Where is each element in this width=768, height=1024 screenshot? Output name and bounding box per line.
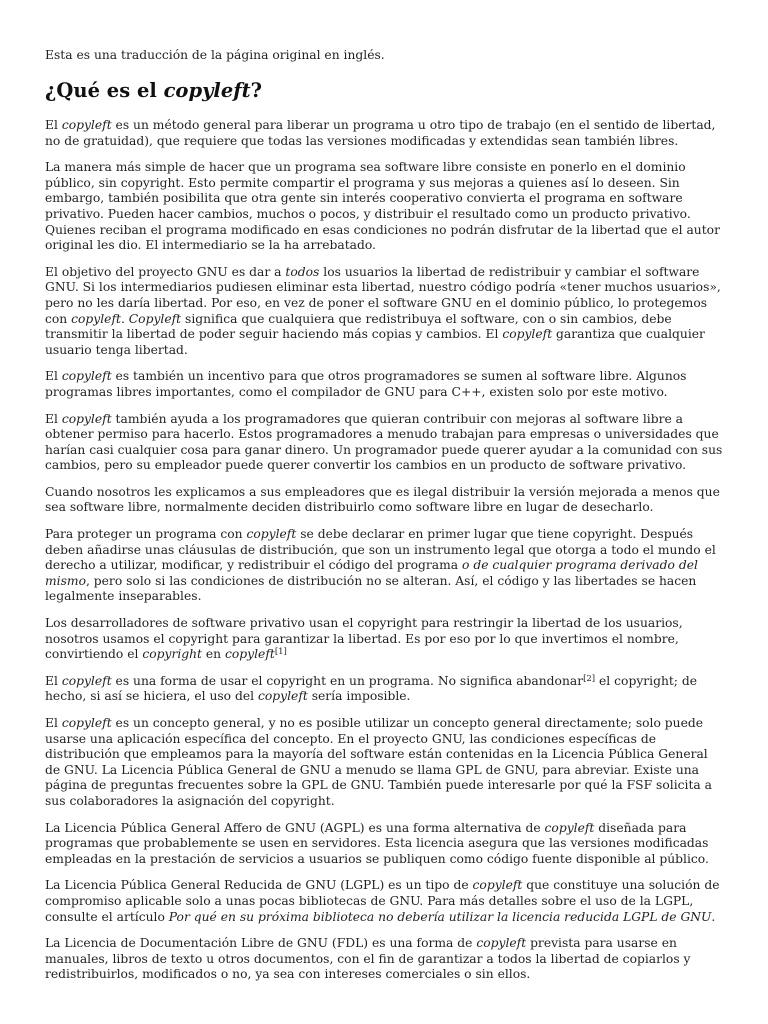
title-term: copyleft xyxy=(163,79,251,102)
paragraph xyxy=(45,674,725,705)
paragraph xyxy=(45,369,725,400)
text-run: prevista para usarse en manuales, libros de texto u otros documentos, con el fin de garantizar a todos la libertad de copiarlos y redistribuirlos, modificados o no, ya sea con intereses comerciales o sin ellos. xyxy=(45,936,691,982)
page-title xyxy=(45,78,262,104)
italic-term: copyleft xyxy=(502,327,553,342)
article-body xyxy=(45,118,725,994)
text-run: Los desarrolladores de software privativo usan el copyright para restringir la libertad de los usuarios, nosotros usamos el copyright para garantizar la libertad. Es por eso por lo que invertimos el nombre, convirtiendo el xyxy=(45,616,683,662)
italic-term: copyright xyxy=(142,647,202,662)
text-run: es una forma de usar el copyright en un programa. No significa abandonar xyxy=(111,673,584,688)
text-run: Para proteger un programa con xyxy=(45,527,247,542)
text-run: el copyright; de hecho, si así se hiciera, el uso del xyxy=(45,673,698,704)
italic-term: copyleft xyxy=(544,820,595,835)
text-run: El xyxy=(45,411,62,426)
title-suffix: ? xyxy=(250,79,263,102)
text-run: , pero solo si las condiciones de distribución no se alteran. Así, el código y las libertades se hacen legalmente inseparables. xyxy=(45,573,697,604)
text-run: La Licencia Pública General Reducida de GNU (LGPL) es un tipo de xyxy=(45,878,473,893)
text-run: La Licencia de Documentación Libre de GNU (FDL) es una forma de xyxy=(45,936,477,951)
italic-term: copyleft xyxy=(476,936,527,951)
text-run: es un método general para liberar un programa u otro tipo de trabajo (en el sentido de libertad, no de gratuidad), que requiere que todas las versiones modificadas y extendidas sean también libres. xyxy=(45,118,716,148)
italic-term: copyleft xyxy=(61,118,112,132)
text-run: . xyxy=(120,311,129,326)
text-run: El xyxy=(45,118,62,132)
paragraph xyxy=(45,527,725,605)
italic-term: copyleft xyxy=(225,647,275,662)
translation-note: Esta es una traducción de la página original en inglés. xyxy=(45,48,385,62)
text-run: diseñada para programas que probablemente se usen en servidores. Esta licencia asegura que las versiones modificadas empleadas en la prestación de servicios a usuarios se publiquen como código fuente disponible al público. xyxy=(45,820,709,866)
text-run: significa que cualquiera que redistribuya el software, con o sin cambios, debe transmitir la libertad de poder seguir haciendo más copias y cambios. El xyxy=(45,311,672,342)
text-run: Cuando nosotros les explicamos a sus empleadores que es ilegal distribuir la versión mejorada a menos que sea software libre, normalmente deciden distribuirlo como software libre en lugar de desecharlo. xyxy=(45,484,720,515)
italic-term: Copyleft xyxy=(128,311,182,326)
paragraph xyxy=(45,616,725,663)
italic-term: o de cualquier programa derivado del mismo xyxy=(45,558,698,588)
text-run: El xyxy=(45,673,62,688)
text-run: es un concepto general, y no es posible utilizar un concepto general directamente; solo puede usarse una aplicación específica del concepto. En el proyecto GNU, las condiciones específicas de distribución que empleamos para la mayoría del software están contenidas en la Licencia Pública General de GNU. La Licencia Pública General de GNU a menudo se llama GPL de GNU, para abreviar. Existe una página de preguntas frecuentes sobre la GPL de GNU. También puede interesarle por qué la FSF solicita a sus colaboradores la asignación del copyright. xyxy=(45,716,712,808)
paragraph xyxy=(45,821,725,868)
italic-term: copyleft xyxy=(258,689,308,704)
italic-term: todos xyxy=(285,264,320,279)
text-run: La Licencia Pública General Affero de GNU (AGPL) es una forma alternativa de xyxy=(45,820,545,835)
footnote-ref[interactable]: [2] xyxy=(583,673,596,684)
text-run: los usuarios la libertad de redistribuir y cambiar el software GNU. Si los intermediarios pudiesen eliminar esta libertad, nuestro código podría «tener muchos usuarios», pero no les daría libertad. Por eso, en vez de poner el software GNU en el dominio público, lo protegemos con xyxy=(45,264,721,326)
text-run: garantiza que cualquier usuario tenga libertad. xyxy=(45,327,705,357)
paragraph xyxy=(45,936,725,983)
title-prefix: ¿Qué es el xyxy=(45,79,164,102)
text-run: . xyxy=(711,909,716,924)
paragraph xyxy=(45,118,725,149)
paragraph xyxy=(45,485,725,516)
text-run: es también un incentivo para que otros programadores se sumen al software libre. Algunos programas libres importantes, como el compilador de GNU para C++, existen solo por este motivo. xyxy=(45,369,687,399)
text-run: El objetivo del proyecto GNU es dar a xyxy=(45,264,286,279)
text-run: también ayuda a los programadores que quieran contribuir con mejoras al software libre a obtener permiso para hacerlo. Estos programadores a menudo trabajan para empresas o universidades que harían casi cualquier cosa para ganar dinero. Un programador puede querer ayudar a la comunidad con sus cambios, pero su empleador puede querer convertir los cambios en un producto de software privativo. xyxy=(45,411,723,473)
text-run: se debe declarar en primer lugar que tiene copyright. Después deben añadirse unas cláusulas de distribución, que son un instrumento legal que otorga a todo el mundo el derecho a utilizar, modificar, y redistribuir el código del programa xyxy=(45,527,716,573)
paragraph xyxy=(45,412,725,474)
paragraph xyxy=(45,716,725,810)
italic-term: Por qué en su próxima biblioteca no debería utilizar la licencia reducida LGPL de GNU xyxy=(168,909,712,924)
italic-term: copyleft xyxy=(472,878,523,893)
italic-term: copyleft xyxy=(61,716,112,730)
text-run: El xyxy=(45,369,62,384)
paragraph xyxy=(45,160,725,254)
text-run: que constituye una solución de compromiso aplicable solo a unas pocas bibliotecas de GNU. Para más detalles sobre el uso de la LGPL, consulte el artículo xyxy=(45,878,720,924)
italic-term: copyleft xyxy=(61,673,112,688)
text-run: La manera más simple de hacer que un programa sea software libre consiste en ponerlo en el dominio público, sin copyright. Esto permite compartir el programa y sus mejoras a quienes así lo deseen. Sin embargo, también posibilita que otra gente sin interés cooperativo convierta el programa en software privativo. Pueden hacer cambios, muchos o pocos, y distribuir el resultado como un producto privativo. Quienes reciban el programa modificado en esas condiciones no podrán disfrutar de la libertad que el autor original les dio. El intermediario se la ha arrebatado. xyxy=(45,160,720,253)
text-run: en xyxy=(202,647,226,662)
text-run: El xyxy=(45,716,62,730)
paragraph xyxy=(45,878,725,925)
italic-term: copyleft xyxy=(61,411,112,426)
text-run: sería imposible. xyxy=(307,689,411,704)
italic-term: copyleft xyxy=(71,311,121,326)
paragraph xyxy=(45,265,725,359)
footnote-ref[interactable]: [1] xyxy=(274,647,287,658)
italic-term: copyleft xyxy=(246,527,297,542)
italic-term: copyleft xyxy=(61,369,112,384)
